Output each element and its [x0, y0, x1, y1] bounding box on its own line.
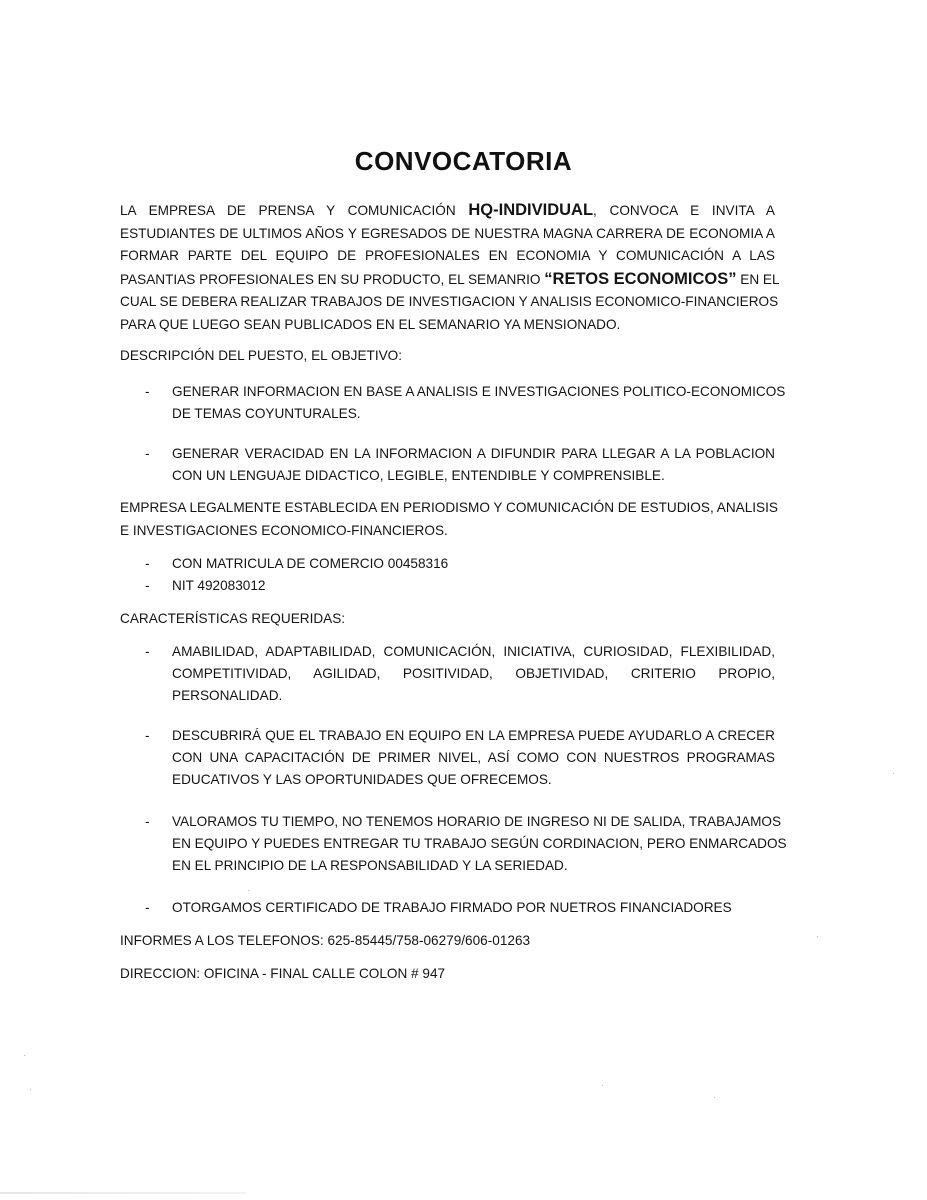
- intro-text: PASANTIAS PROFESIONALES EN SU PRODUCTO, EL SEMANRIO: [120, 271, 545, 287]
- intro-line: PARA QUE LUEGO SEAN PUBLICADOS EN EL SEMANARIO YA MENSIONADO.: [120, 316, 621, 332]
- scan-speck: [817, 936, 818, 937]
- scan-speck: [24, 1055, 25, 1056]
- bullet-dash: -: [145, 728, 150, 743]
- item-line: DE TEMAS COYUNTURALES.: [172, 406, 361, 421]
- scan-speck: [248, 890, 249, 891]
- item-line: DESCUBRIRÁ QUE EL TRABAJO EN EQUIPO EN LA EMPRESA PUEDE AYUDARLO A CRECER: [172, 728, 775, 743]
- scan-artifact: [0, 1192, 246, 1194]
- bullet-dash: -: [145, 384, 150, 399]
- item-line: GENERAR VERACIDAD EN LA INFORMACION A DIFUNDIR PARA LLEGAR A LA POBLACION: [172, 446, 775, 461]
- intro-text: LA EMPRESA DE PRENSA Y COMUNICACIÓN: [120, 203, 469, 218]
- item-line: OTORGAMOS CERTIFICADO DE TRABAJO FIRMADO POR NUETROS FINANCIADORES: [172, 900, 732, 915]
- requirements-heading: CARACTERÍSTICAS REQUERIDAS:: [120, 611, 346, 626]
- phone-info: INFORMES A LOS TELEFONOS: 625-85445/758-06279/606-01263: [120, 933, 531, 948]
- intro-line: FORMAR PARTE DEL EQUIPO DE PROFESIONALES EN ECONOMIA Y COMUNICACIÓN A LAS: [120, 248, 775, 263]
- bullet-dash: -: [145, 814, 150, 829]
- intro-text: , CONVOCA E INVITA A: [593, 203, 775, 218]
- scan-speck: [30, 1089, 31, 1090]
- item-line: CON UN LENGUAJE DIDACTICO, LEGIBLE, ENTENDIBLE Y COMPRENSIBLE.: [172, 468, 665, 483]
- scan-speck: [602, 1085, 603, 1086]
- intro-line: [120, 268, 780, 292]
- item-line: CON UNA CAPACITACIÓN DE PRIMER NIVEL, ASÍ COMO CON NUESTROS PROGRAMAS: [172, 750, 775, 765]
- company-paragraph: [120, 497, 778, 542]
- product-name: “RETOS ECONOMICOS”: [544, 269, 737, 288]
- bullet-dash: -: [145, 578, 150, 593]
- intro-text: EN EL: [736, 271, 780, 287]
- item-line: VALORAMOS TU TIEMPO, NO TENEMOS HORARIO DE INGRESO NI DE SALIDA, TRABAJAMOS: [172, 814, 782, 829]
- objective-heading: DESCRIPCIÓN DEL PUESTO, EL OBJETIVO:: [120, 348, 403, 363]
- scan-speck: [714, 1097, 715, 1098]
- item-line: EN EQUIPO Y PUEDES ENTREGAR TU TRABAJO SEGÚN CORDINACION, PERO ENMARCADOS: [172, 836, 787, 851]
- scan-speck: [893, 773, 894, 774]
- item-line: COMPETITIVIDAD, AGILIDAD, POSITIVIDAD, OBJETIVIDAD, CRITERIO PROPIO,: [172, 666, 775, 681]
- item-line: GENERAR INFORMACION EN BASE A ANALISIS E INVESTIGACIONES POLITICO-ECONOMICOS: [172, 384, 786, 399]
- document-title: CONVOCATORIA: [354, 146, 573, 176]
- company-line: EMPRESA LEGALMENTE ESTABLECIDA EN PERIODISMO Y COMUNICACIÓN DE ESTUDIOS, ANALISIS: [120, 500, 778, 515]
- item-line: NIT 492083012: [172, 578, 266, 593]
- item-line: AMABILIDAD, ADAPTABILIDAD, COMUNICACIÓN, INICIATIVA, CURIOSIDAD, FLEXIBILIDAD,: [172, 644, 775, 659]
- item-line: PERSONALIDAD.: [172, 688, 283, 703]
- company-name: HQ-INDIVIDUAL: [468, 201, 594, 219]
- address-info: DIRECCION: OFICINA - FINAL CALLE COLON # 947: [120, 966, 446, 981]
- bullet-dash: -: [145, 556, 150, 571]
- company-line: E INVESTIGACIONES ECONOMICO-FINANCIEROS.: [120, 522, 448, 538]
- intro-line: CUAL SE DEBERA REALIZAR TRABAJOS DE INVESTIGACION Y ANALISIS ECONOMICO-FINANCIEROS: [120, 294, 779, 309]
- bullet-dash: -: [145, 900, 150, 915]
- bullet-dash: -: [145, 644, 150, 659]
- bullet-dash: -: [145, 446, 150, 461]
- item-line: EDUCATIVOS Y LAS OPORTUNIDADES QUE OFRECEMOS.: [172, 772, 552, 787]
- item-line: CON MATRICULA DE COMERCIO 00458316: [172, 556, 449, 571]
- item-line: EN EL PRINCIPIO DE LA RESPONSABILIDAD Y LA SERIEDAD.: [172, 858, 568, 873]
- intro-line: ESTUDIANTES DE ULTIMOS AÑOS Y EGRESADOS DE NUESTRA MAGNA CARRERA DE ECONOMIA A: [120, 225, 775, 241]
- intro-paragraph: [120, 199, 780, 336]
- intro-line: [120, 199, 775, 223]
